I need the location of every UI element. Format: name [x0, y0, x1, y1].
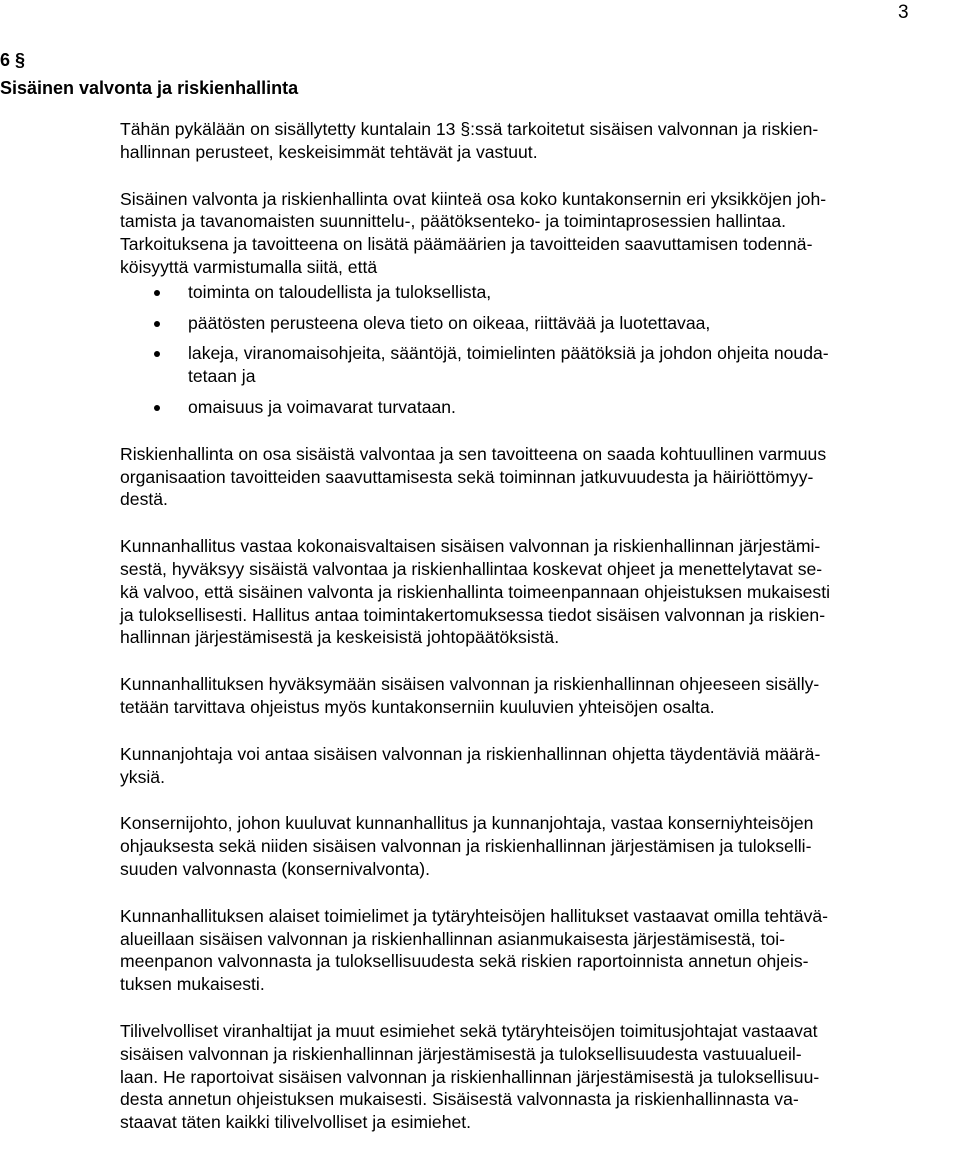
paragraph-9 [120, 905, 950, 996]
text-line: sisäisen valvonnan ja riskienhallinnan järjestämisestä ja tuloksellisuudesta vastuualueil- [120, 1043, 802, 1064]
text-line: sestä, hyväksyy sisäistä valvontaa ja riskienhallintaa koskevat ohjeet ja menettelytavat se- [120, 558, 823, 579]
paragraph-1 [120, 118, 950, 164]
text-line: yksiä. [120, 766, 165, 787]
text-line: ja tuloksellisesti. Hallitus antaa toimintakertomuksessa tiedot sisäisen valvonnan ja riskien- [120, 604, 826, 625]
paragraph-5 [120, 535, 950, 649]
bullet-icon [154, 351, 160, 357]
text-line: Kunnanhallituksen alaiset toimielimet ja tytäryhteisöjen hallitukset vastaavat omilla tehtävä- [120, 905, 829, 926]
list-item [120, 312, 950, 335]
text-line: tetään tarvittava ohjeistus myös kuntakonserniin kuuluvien yhteisöjen osalta. [120, 696, 715, 717]
text-line: tuksen mukaisesti. [120, 974, 265, 995]
text-line: Kunnanhallitus vastaa kokonaisvaltaisen sisäisen valvonnan ja riskienhallinnan järjestämi- [120, 536, 821, 557]
bullet-icon [154, 405, 160, 411]
list-item-text: toiminta on taloudellista ja tuloksellista, [188, 281, 492, 302]
paragraph-7 [120, 743, 950, 789]
paragraph-3 [120, 233, 950, 279]
list-item [120, 281, 950, 304]
text-line: alueillaan sisäisen valvonnan ja riskienhallinnan asianmukaisesta järjestämisestä, toi- [120, 928, 786, 949]
paragraph-8 [120, 812, 950, 880]
list-item [120, 396, 950, 419]
list-item-text: päätösten perusteena oleva tieto on oikeaa, riittävää ja luotettavaa, [188, 312, 711, 333]
text-line: staavat täten kaikki tilivelvolliset ja esimiehet. [120, 1112, 472, 1133]
text-line: meenpanon valvonnasta ja tuloksellisuudesta sekä riskien raportoinnista annetun ohjeis- [120, 951, 809, 972]
section-title: Sisäinen valvonta ja riskienhallinta [0, 78, 299, 98]
text-line: Kunnanhallituksen hyväksymään sisäisen valvonnan ja riskienhallinnan ohjeeseen sisälly- [120, 674, 820, 695]
text-line: suuden valvonnasta (konsernivalvonta). [120, 858, 431, 879]
text-line: Riskienhallinta on osa sisäistä valvontaa ja sen tavoitteena on saada kohtuullinen varmuus [120, 443, 827, 464]
text-line: tamista ja tavanomaisten suunnittelu-, päätöksenteko- ja toimintaprosessien hallintaa. [120, 211, 787, 232]
text-line: Tilivelvolliset viranhaltijat ja muut esimiehet sekä tytäryhteisöjen toimitusjohtajat vastaavat [120, 1020, 818, 1041]
paragraph-4 [120, 443, 950, 511]
text-line: destä. [120, 489, 168, 510]
text-line: Tähän pykälään on sisällytetty kuntalain 13 §:ssä tarkoitetut sisäisen valvonnan ja riskien- [120, 119, 819, 139]
paragraph-10 [120, 1020, 950, 1134]
section-number: 6 § [0, 50, 26, 70]
list-item-text: lakeja, viranomaisohjeita, sääntöjä, toimielinten päätöksiä ja johdon ohjeita nouda- [188, 343, 829, 364]
list-item [120, 342, 950, 388]
text-line: Sisäinen valvonta ja riskienhallinta ovat kiinteä osa koko kuntakonsernin eri yksikköjen joh- [120, 188, 827, 209]
text-line: hallinnan perusteet, keskeisimmät tehtävät ja vastuut. [120, 141, 538, 162]
section-heading [0, 46, 298, 102]
text-line: desta annetun ohjeistuksen mukaisesti. Sisäisestä valvonnasta ja riskienhallinnasta va- [120, 1089, 799, 1110]
list-item-text: tetaan ja [188, 366, 256, 387]
text-line: köisyyttä varmistumalla siitä, että [120, 256, 378, 277]
list-item-text: omaisuus ja voimavarat turvataan. [188, 396, 456, 417]
paragraph-6 [120, 673, 950, 719]
page-number: 3 [898, 2, 909, 23]
text-line: kä valvoo, että sisäinen valvonta ja riskienhallinta toimeenpannaan ohjeistuksen mukaisesti [120, 581, 831, 602]
text-line: laan. He raportoivat sisäisen valvonnan ja riskienhallinnan järjestämisestä ja tuloksellisuu- [120, 1066, 820, 1087]
bullet-icon [154, 321, 160, 327]
text-line: ohjauksesta sekä niiden sisäisen valvonnan ja riskienhallinnan järjestämisen ja tulokselli- [120, 836, 812, 857]
text-line: Kunnanjohtaja voi antaa sisäisen valvonnan ja riskienhallinnan ohjetta täydentäviä määrä- [120, 743, 821, 764]
bullet-list [120, 281, 950, 419]
document-body [120, 118, 950, 1134]
bullet-icon [154, 290, 160, 296]
text-line: Tarkoituksena ja tavoitteena on lisätä päämäärien ja tavoitteiden saavuttamisen todennä- [120, 234, 813, 255]
paragraph-2 [120, 188, 950, 234]
text-line: Konsernijohto, johon kuuluvat kunnanhallitus ja kunnanjohtaja, vastaa konserniyhteisöjen [120, 813, 814, 834]
text-line: hallinnan järjestämisestä ja keskeisistä johtopäätöksistä. [120, 627, 560, 648]
text-line: organisaation tavoitteiden saavuttamisesta sekä toiminnan jatkuvuudesta ja häiriöttömyy- [120, 466, 814, 487]
